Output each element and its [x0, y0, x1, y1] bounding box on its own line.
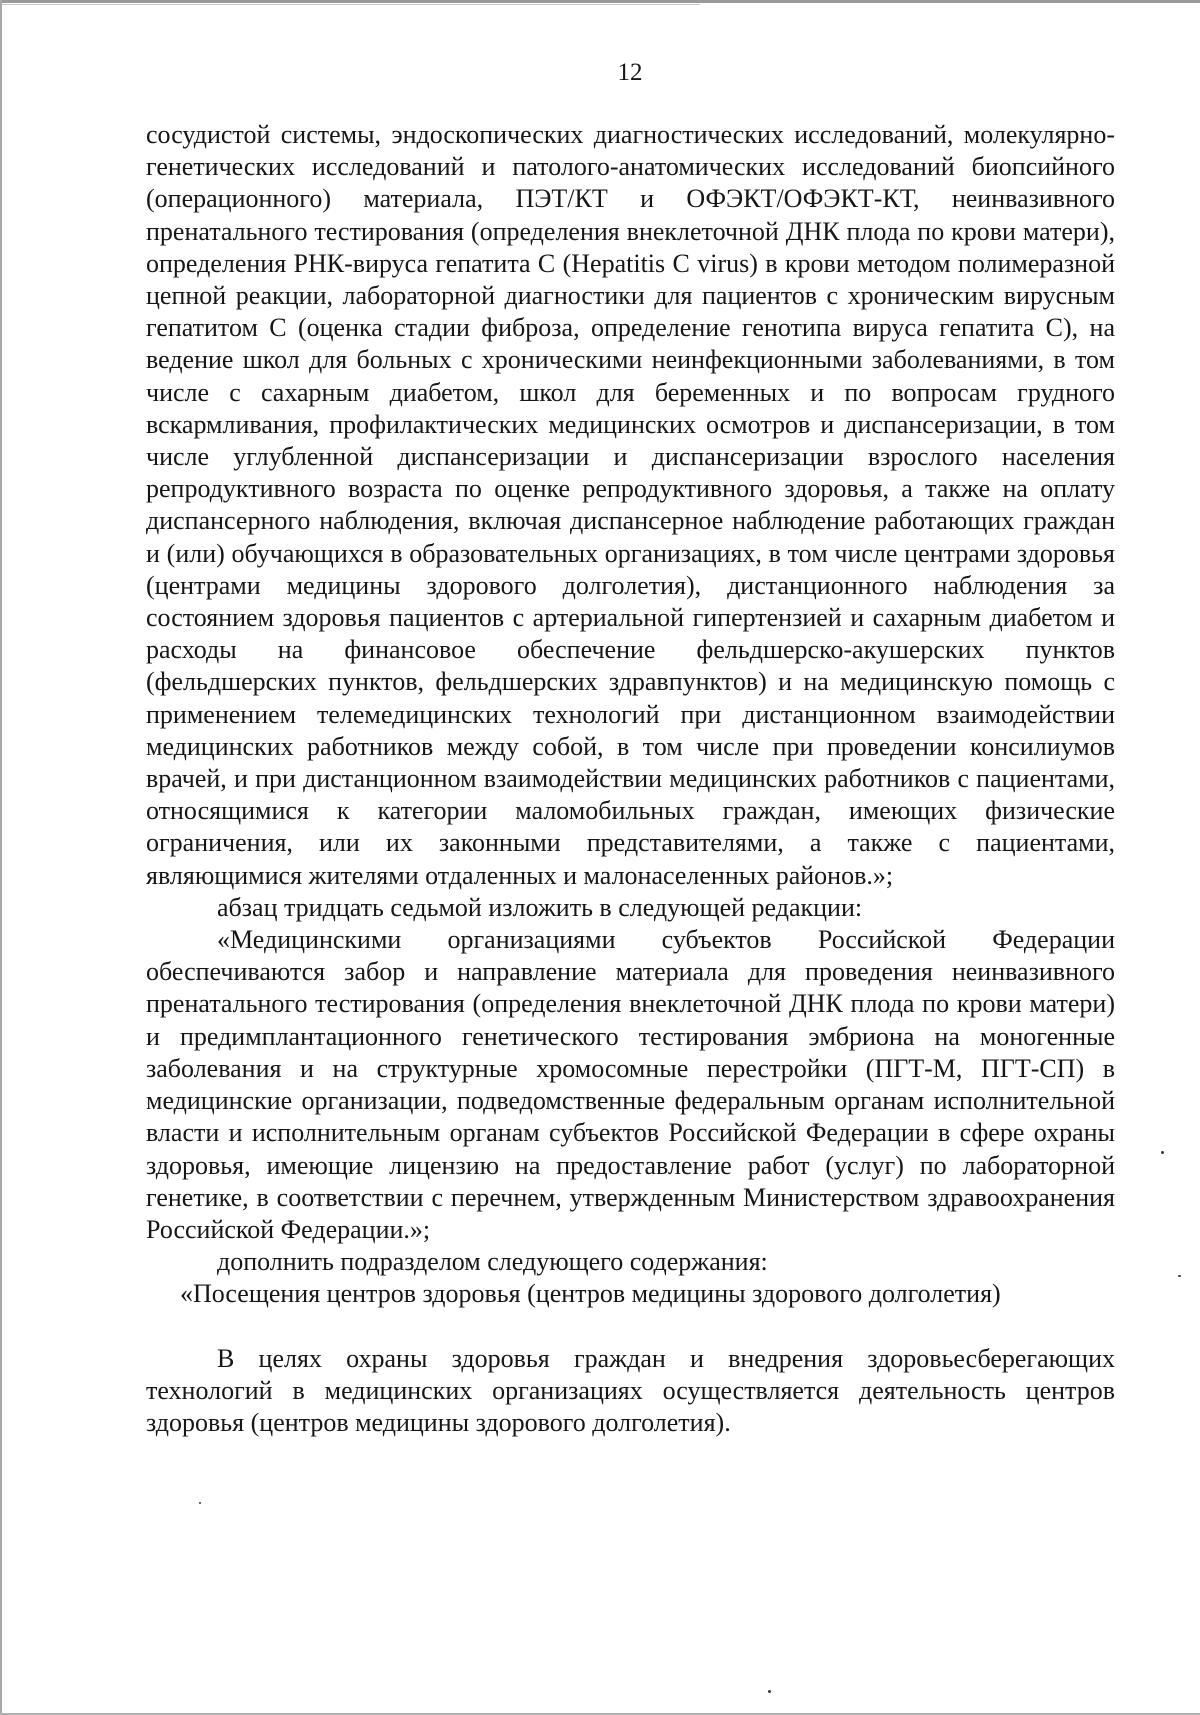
scan-edge-line — [0, 4, 700, 5]
paragraph-centers-of-health: В целях охраны здоровья граждан и внедрения здоровьесберегающих технологий в медицинских организациях осуществляется деятельность центров здоровья (центров медицины здорового долголетия). — [146, 1343, 1115, 1437]
scan-speck — [1178, 1275, 1181, 1277]
subsection-heading: «Посещения центров здоровья (центров медицины здорового долголетия) — [180, 1279, 1001, 1309]
scan-speck — [768, 1690, 771, 1693]
page-number: 12 — [617, 59, 643, 86]
scan-edge-left — [0, 0, 2, 1715]
paragraph-addition-instruction: дополнить подразделом следующего содержания: — [217, 1247, 768, 1277]
paragraph-amendment-text: «Медицинскими организациями субъектов Российской Федерации обеспечиваются забор и направление материала для проведения неинвазивного пренатального тестирования (определения внеклеточной ДНК плода по крови матери) и предимплантационного генетического тестирования эмбриона на моногенные заболевания и на структурные хромосомные перестройки (ПГТ-М, ПГТ-СП) в медицинские организации, подведомственные федеральным органам исполнительной власти и исполнительным органам субъектов Российской Федерации в сфере охраны здоровья, имеющие лицензию на предоставление работ (услуг) по лабораторной генетике, в соответствии с перечнем, утвержденным Министерством здравоохранения Российской Федерации.»; — [146, 925, 1115, 1244]
scan-speck — [199, 1502, 201, 1504]
paragraph-continuation: сосудистой системы, эндоскопических диагностических исследований, молекулярно-генетических исследований и патолого-анатомических исследований биопсийного (операционного) материала, ПЭТ/КТ и ОФЭКТ/ОФЭКТ-КТ, неинвазивного пренатального тестирования (определения внеклеточной ДНК плода по крови матери), определения РНК-вируса гепатита С (Hepatitis С virus) в крови методом полимеразной цепной реакции, лабораторной диагностики для пациентов с хроническим вирусным гепатитом С (оценка стадии фиброза, определение генотипа вируса гепатита С), на ведение школ для больных с хроническими неинфекционными заболеваниями, в том числе с сахарным диабетом, школ для беременных и по вопросам грудного вскармливания, профилактических медицинских осмотров и диспансеризации, в том числе углубленной диспансеризации и диспансеризации взрослого населения репродуктивного возраста по оценке репродуктивного здоровья, а также на оплату диспансерного наблюдения, включая диспансерное наблюдение работающих граждан и (или) обучающихся в образовательных организациях, в том числе центрами здоровья (центрами медицины здорового долголетия), дистанционного наблюдения за состоянием здоровья пациентов с артериальной гипертензией и сахарным диабетом и расходы на финансовое обеспечение фельдшерско-акушерских пунктов (фельдшерских пунктов, фельдшерских здравпунктов) и на медицинскую помощь с применением телемедицинских технологий при дистанционном взаимодействии медицинских работников между собой, в том числе при проведении консилиумов врачей, и при дистанционном взаимодействии медицинских работников с пациентами, относящимися к категории маломобильных граждан, имеющих физические ограничения, или их законными представителями, а также с пациентами, являющимися жителями отдаленных и малонаселенных районов.»; — [146, 120, 1115, 890]
scan-edge-top — [0, 0, 1200, 3]
scan-speck — [1161, 1151, 1164, 1154]
spacer — [146, 1311, 1115, 1343]
document-body — [146, 119, 1115, 1439]
paragraph-amendment-instruction: абзац тридцать седьмой изложить в следующей редакции: — [217, 892, 863, 922]
